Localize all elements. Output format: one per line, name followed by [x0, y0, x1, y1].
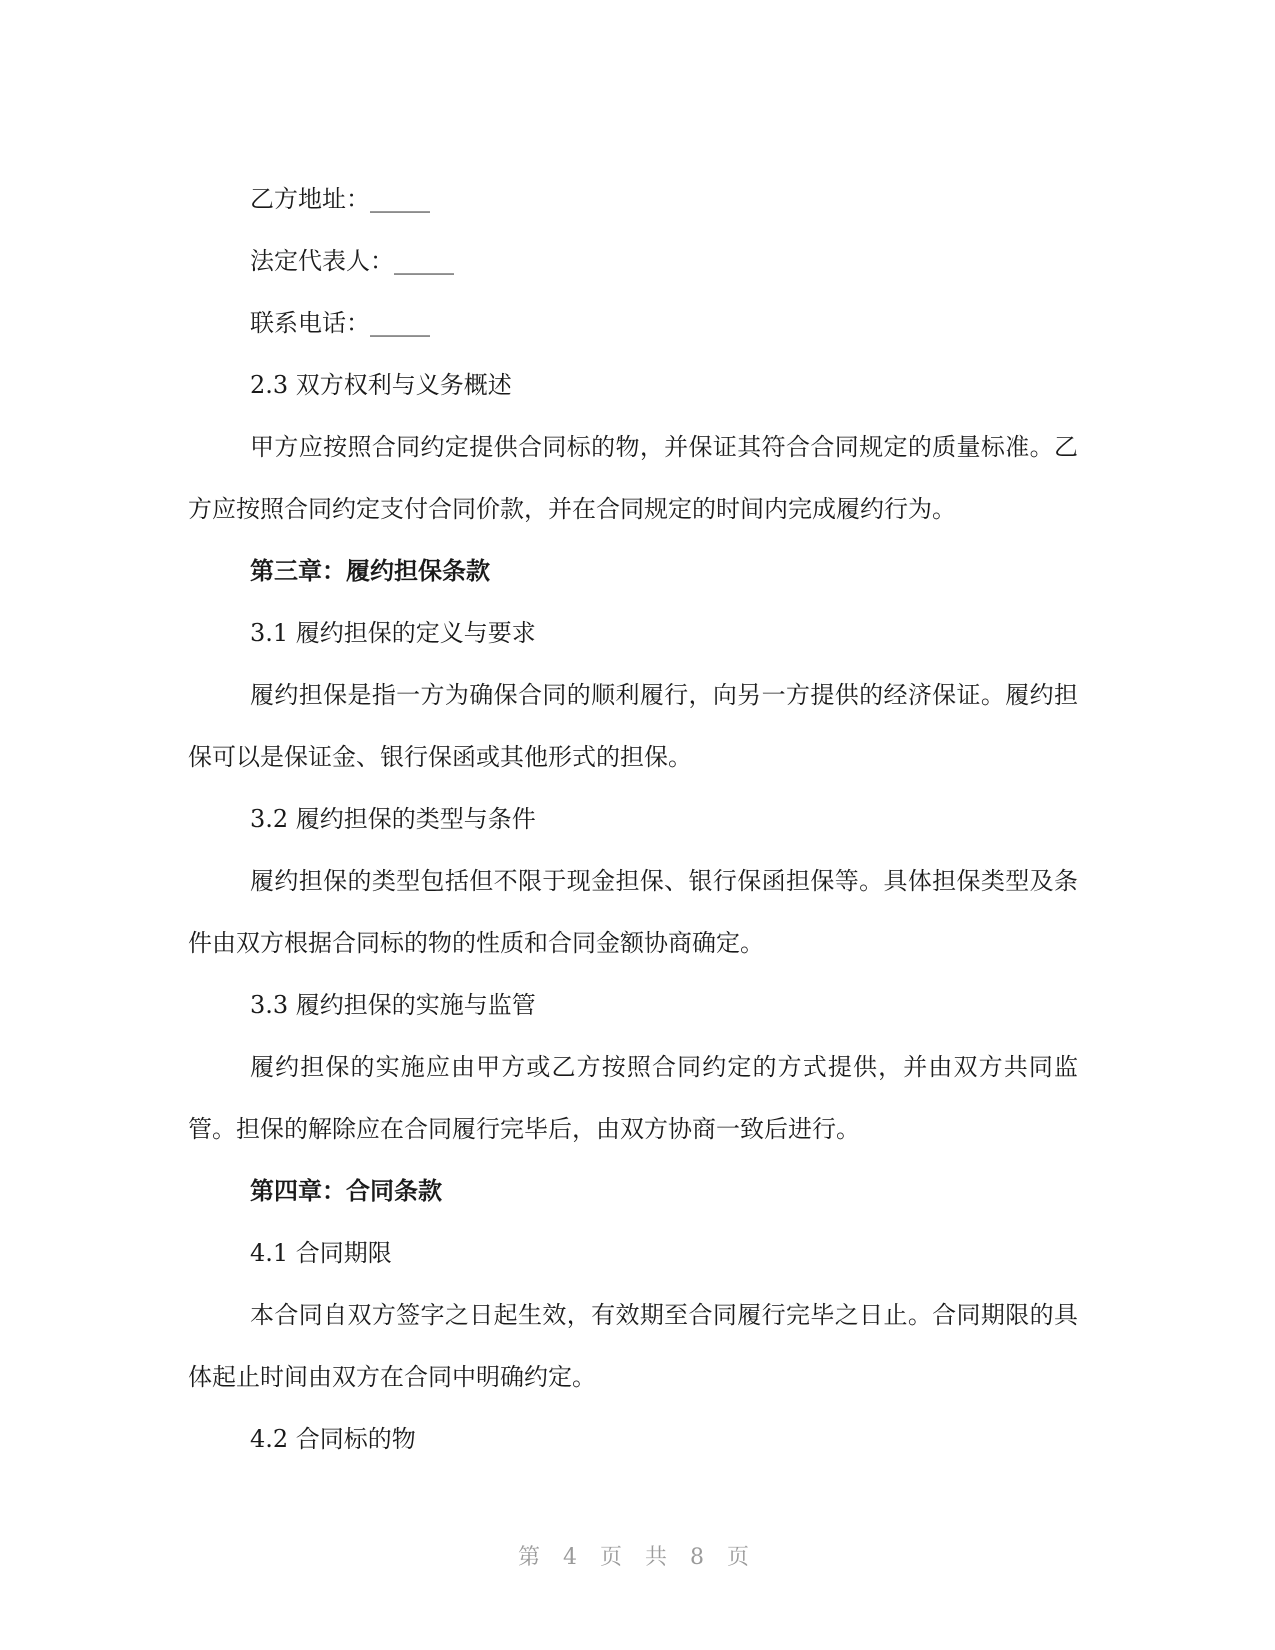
section-3-2-title: 3.2 履约担保的类型与条件: [250, 805, 536, 833]
legal-representative-field: 法定代表人：_____: [250, 247, 454, 275]
chapter-4-title: 第四章：合同条款: [250, 1176, 442, 1205]
section-3-1-title: 3.1 履约担保的定义与要求: [250, 619, 536, 647]
section-4-1-title: 4.1 合同期限: [250, 1239, 392, 1267]
section-3-1-paragraph: 履约担保是指一方为确保合同的顺利履行，向另一方提供的经济保证。履约担保可以是保证金、银行保函或其他形式的担保。: [188, 681, 1078, 771]
section-3-3-paragraph: 履约担保的实施应由甲方或乙方按照合同约定的方式提供，并由双方共同监管。担保的解除应在合同履行完毕后，由双方协商一致后进行。: [188, 1053, 1078, 1143]
section-4-2-title: 4.2 合同标的物: [250, 1425, 416, 1453]
section-4-1-paragraph: 本合同自双方签字之日起生效，有效期至合同履行完毕之日止。合同期限的具体起止时间由双方在合同中明确约定。: [188, 1301, 1078, 1391]
contact-phone-field: 联系电话：_____: [250, 309, 430, 337]
chapter-3-title: 第三章：履约担保条款: [250, 556, 490, 585]
document-body: [188, 168, 1078, 1470]
page-number-footer: 第 4 页 共 8 页: [518, 1545, 757, 1570]
section-2-3-title: 2.3 双方权利与义务概述: [250, 371, 512, 399]
party-b-address-field: 乙方地址：_____: [250, 185, 430, 213]
section-3-2-paragraph: 履约担保的类型包括但不限于现金担保、银行保函担保等。具体担保类型及条件由双方根据合同标的物的性质和合同金额协商确定。: [188, 867, 1078, 957]
rights-obligations-paragraph: 甲方应按照合同约定提供合同标的物，并保证其符合合同规定的质量标准。乙方应按照合同约定支付合同价款，并在合同规定的时间内完成履约行为。: [188, 433, 1078, 523]
section-3-3-title: 3.3 履约担保的实施与监管: [250, 991, 536, 1019]
